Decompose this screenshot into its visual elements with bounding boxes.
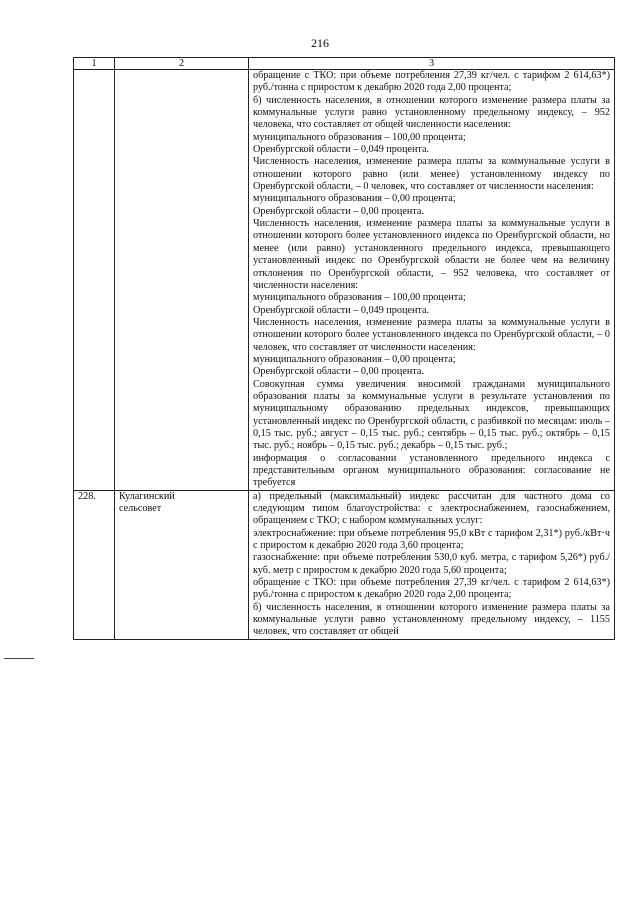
tariff-index-table xyxy=(73,57,615,640)
paragraph: обращение с ТКО: при объеме потребления 27,39 кг/чел. с тарифом 2 614,63*) руб./тонна с приростом к декабрю 2020 года 2,00 процента; xyxy=(253,70,610,94)
description-cell xyxy=(249,70,615,491)
municipality-name-cell xyxy=(115,490,249,639)
table-row-228 xyxy=(74,490,615,639)
paragraph: электроснабжение: при объеме потребления 95,0 кВт с тарифом 2,31*) руб./кВт·ч с приростом к декабрю 2020 года 3,60 процента; xyxy=(253,527,610,552)
paragraph: б) численность населения, в отношении которого изменение размера платы за коммунальные услуги равно установленному предельному индексу, – 1155 человек, что составляет от общей xyxy=(253,601,610,638)
municipality-type: сельсовет xyxy=(119,503,162,515)
column-header-2: 2 xyxy=(115,58,249,70)
municipality-name-cell xyxy=(115,70,249,491)
row-number-cell xyxy=(74,70,115,491)
paragraph: Оренбургской области – 0,049 процента. xyxy=(253,144,430,156)
table-row-continued xyxy=(74,70,615,491)
paragraph: Численность населения, изменение размера платы за коммунальные услуги в отношении которого равно (или менее) установленному индексу по Оренбургской области, – 0 человек, что составляет от численности населения: xyxy=(253,156,610,193)
paragraph: муниципального образования – 0,00 процента; xyxy=(253,353,456,365)
municipality-name: Кулагинский xyxy=(119,490,175,502)
column-header-3: 3 xyxy=(249,58,615,70)
paragraph: обращение с ТКО: при объеме потребления 27,39 кг/чел. с тарифом 2 614,63*) руб./тонна с приростом к декабрю 2020 года 2,00 процента; xyxy=(253,577,610,601)
paragraph: Оренбургской области – 0,00 процента. xyxy=(253,205,424,217)
paragraph: информация о согласовании установленного предельного индекса с представительным органом муниципального образования: согласование не требуется xyxy=(253,452,610,489)
paragraph: Численность населения, изменение размера платы за коммунальные услуги в отношении которого более установленного индекса по Оренбургской области, но менее (или равно) установленного предельного индекса, превышающего установленный индекс по Оренбургской области не более чем на величину отклонения по Оренбургской области, – 952 человека, что составляет от численности населения: xyxy=(253,218,610,291)
paragraph: Оренбургской области – 0,049 процента. xyxy=(253,304,430,316)
paragraph: Совокупная сумма увеличения вносимой гражданами муниципального образования платы за коммунальные услуги в результате установления по муниципальному образованию предельных индексов, превышающих установленный индекс по Оренбургской области, с разбивкой по месяцам: июль – 0,15 тыс. руб.; август – 0,15 тыс. руб.; сентябрь – 0,15 тыс. руб.; октябрь – 0,15 тыс. руб.; ноябрь – 0,15 тыс. руб.; декабрь – 0,15 тыс. руб.; xyxy=(253,378,610,452)
paragraph: Оренбургской области – 0,00 процента. xyxy=(253,366,424,378)
row-number-cell: 228. xyxy=(74,490,115,639)
paragraph: б) численность населения, в отношении которого изменение размера платы за коммунальные услуги равно установленному предельному индексу, – 952 человека, что составляет от общей численности населения: xyxy=(253,94,610,131)
column-header-1: 1 xyxy=(74,58,115,70)
paragraph: муниципального образования – 0,00 процента; xyxy=(253,193,456,205)
paragraph: муниципального образования – 100,00 процента; xyxy=(253,131,466,143)
paragraph: а) предельный (максимальный) индекс рассчитан для частного дома со следующим типом благоустройства: с электроснабжением, газоснабжением, обращением с ТКО; с набором коммунальных услуг: xyxy=(253,490,610,527)
paragraph: газоснабжение: при объеме потребления 530,0 куб. метра, с тарифом 5,26*) руб./куб. метр с приростом к декабрю 2020 года 5,60 процента; xyxy=(253,552,610,576)
paragraph: муниципального образования – 100,00 процента; xyxy=(253,292,466,304)
page-number: 216 xyxy=(311,36,329,50)
margin-line xyxy=(4,658,34,659)
description-cell xyxy=(249,490,615,639)
table-header-row xyxy=(74,58,615,70)
paragraph: Численность населения, изменение размера платы за коммунальные услуги в отношении которого более установленного индекса по Оренбургской области, – 0 человек, что составляет от численности населения: xyxy=(253,316,610,353)
